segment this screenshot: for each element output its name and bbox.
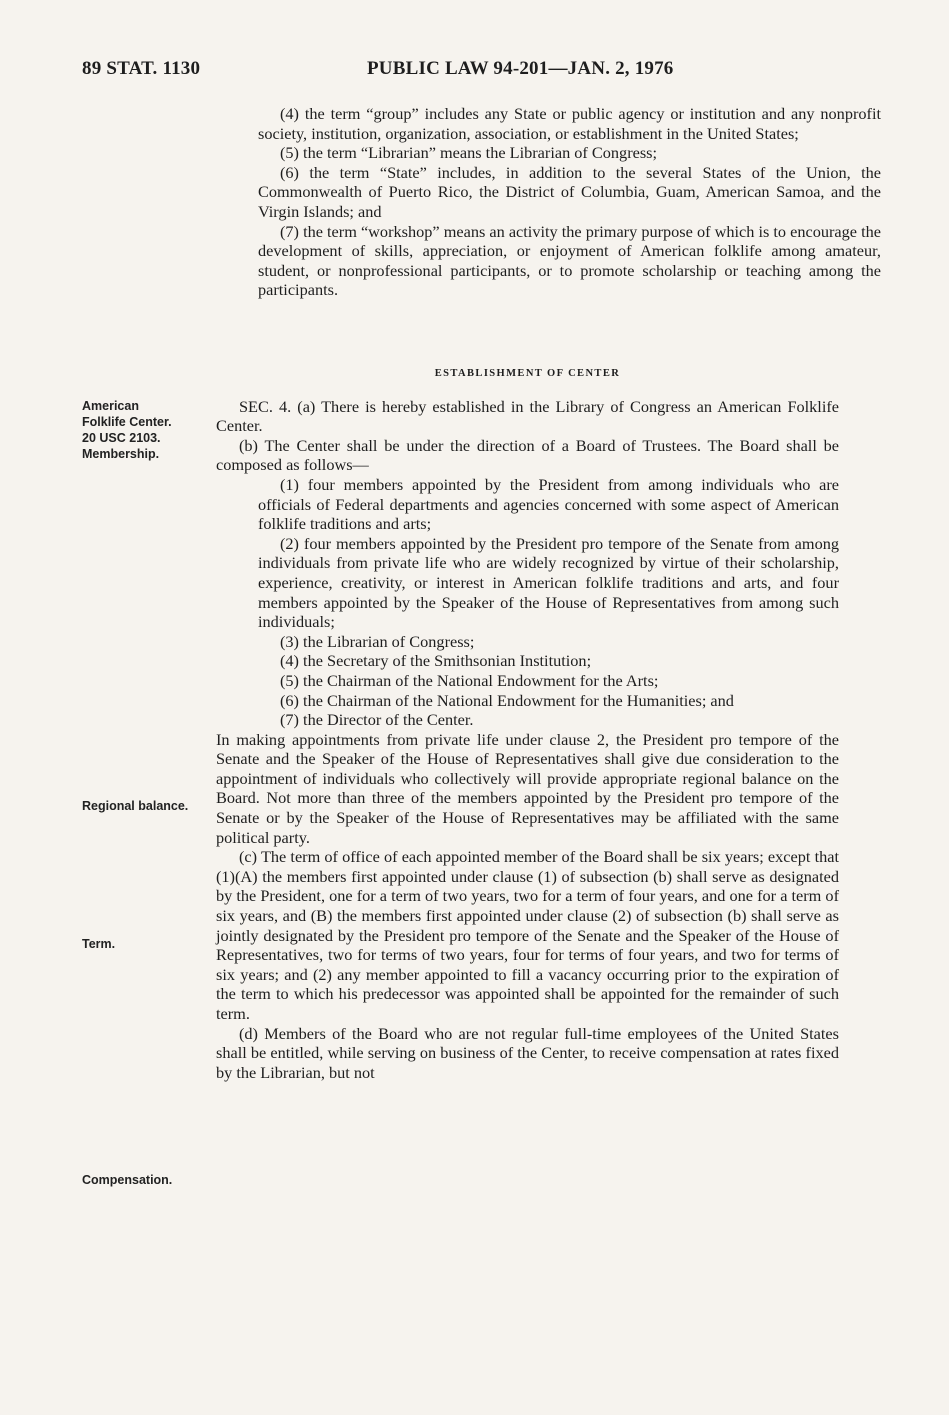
margin-note-line: 20 USC 2103.: [82, 431, 161, 445]
section-4d-paragraph: (d) Members of the Board who are not regular full-time employees of the United States shall be entitled, while serving on business of the Center, to receive compensation at rates fixed by the Librarian, but not: [216, 1023, 839, 1082]
section-4c-paragraph: (c) The term of office of each appointed member of the Board shall be six years; except that (1)(A) the members first appointed under clause (1) of subsection (b) shall serve as designated by the President, one for a term of two years, two for a term of four years, and one for a term of six years, and (B) the members first appointed under clause (2) of subsection (b) shall serve as jointly designated by the President pro tempore of the Senate and the Speaker of the House of Representatives, two for terms of two years, four for terms of four years, and two for terms of six years; and (2) any member appointed to fill a vacancy occurring prior to the expiration of the term to which his predecessor was appointed shall be appointed for the remainder of such term.: [216, 847, 839, 1023]
section-4b-intro: (b) The Center shall be under the direction of a Board of Trustees. The Board shall be composed as follows—: [216, 435, 839, 475]
board-member-item: (1) four members appointed by the President from among individuals who are officials of Federal departments and agencies concerned with some aspect of American folklife traditions and arts;: [258, 474, 839, 534]
definition-paragraph: (5) the term “Librarian” means the Librarian of Congress;: [280, 143, 658, 163]
board-member-item: (4) the Secretary of the Smithsonian Institution;: [280, 651, 592, 671]
margin-note-regional-balance: Regional balance.: [82, 799, 189, 813]
board-member-item: (7) the Director of the Center.: [280, 710, 474, 730]
margin-note-term: Term.: [82, 937, 116, 951]
margin-note-center: [82, 398, 212, 462]
regional-balance-paragraph: In making appointments from private life under clause 2, the President pro tempore of the Senate and the Speaker of the House of Representatives shall give due consideration to the appointment of individuals who collectively will provide appropriate regional balance on the Board. Not more than three of the members appointed by the President pro tempore of the Senate or by the Speaker of the House of Representatives may be affiliated with the same political party.: [216, 729, 839, 847]
definition-paragraph: (6) the term “State” includes, in addition to the several States of the Union, the Commonwealth of Puerto Rico, the District of Columbia, Guam, American Samoa, and the Virgin Islands; and: [258, 162, 881, 221]
board-member-item: (5) the Chairman of the National Endowment for the Arts;: [280, 670, 659, 690]
definition-paragraph: (7) the term “workshop” means an activity the primary purpose of which is to encourage the development of skills, appreciation, or enjoyment of American folklife among amateur, student, or nonprofessional participants, or to promote scholarship or teaching among the participants.: [258, 221, 881, 300]
board-member-item: (3) the Librarian of Congress;: [280, 631, 475, 651]
section-heading: ESTABLISHMENT OF CENTER: [434, 368, 621, 379]
definition-paragraph: (4) the term “group” includes any State or public agency or institution and any nonprofit society, institution, organization, association, or establishment in the United States;: [258, 104, 881, 143]
section-4a-paragraph: SEC. 4. (a) There is hereby established in the Library of Congress an American Folklife Center.: [216, 396, 839, 436]
margin-note-line: Membership.: [82, 447, 160, 461]
board-member-item: (2) four members appointed by the President pro tempore of the Senate from among individuals from private life who are widely recognized by virtue of their scholarship, experience, creativity, or interest in American folklife traditions and arts, and four members appointed by the Speaker of the House of Representatives from among such individuals;: [258, 533, 839, 632]
section-4-block: [216, 350, 839, 1082]
statute-page-number: 89 STAT. 1130: [82, 58, 201, 79]
margin-note-line: American: [82, 399, 139, 413]
running-header-title: PUBLIC LAW 94-201—JAN. 2, 1976: [367, 58, 674, 79]
board-members-list: [216, 475, 839, 730]
definitions-block: [216, 104, 881, 300]
margin-note-compensation: Compensation.: [82, 1173, 173, 1187]
board-member-item: (6) the Chairman of the National Endowment for the Humanities; and: [280, 690, 734, 710]
margin-note-line: Folklife Center.: [82, 415, 172, 429]
